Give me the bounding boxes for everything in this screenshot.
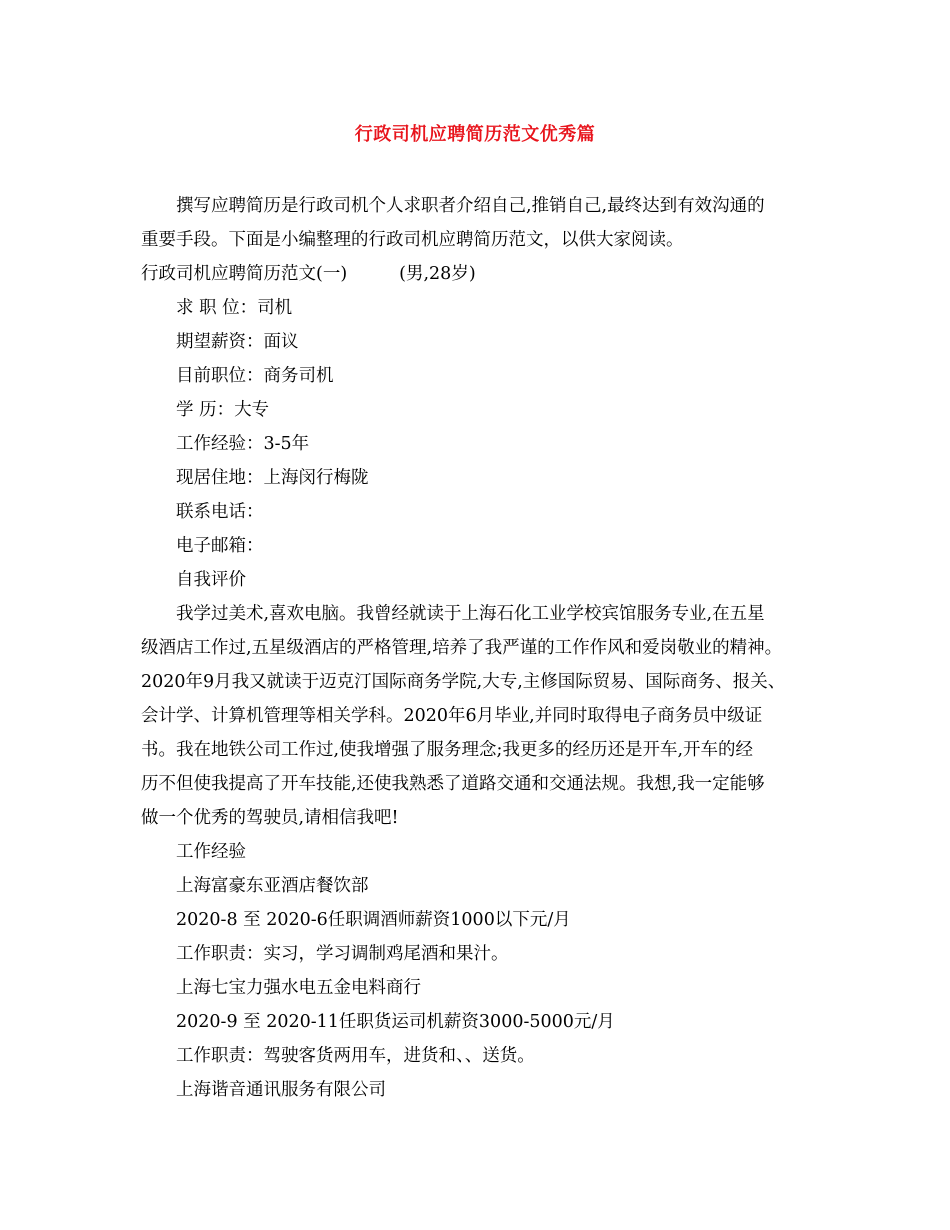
work-line: 2020-9 至 2020-11任职货运司机薪资3000-5000元/月 — [176, 1012, 615, 1032]
sample-heading-note: (男,28岁) — [399, 264, 476, 284]
self-eval-line: 会计学、计算机管理等相关学科。2020年6月毕业,并同时取得电子商务员中级证 — [141, 706, 763, 726]
work-line: 上海七宝力强水电五金电料商行 — [176, 978, 421, 998]
self-eval-line: 历不但使我提高了开车技能,还使我熟悉了道路交通和交通法规。我想,我一定能够 — [141, 774, 765, 794]
work-line: 上海富豪东亚酒店餐饮部 — [176, 876, 369, 896]
field-experience: 工作经验：3-5年 — [176, 434, 310, 454]
field-salary: 期望薪资：面议 — [176, 332, 299, 352]
field-email: 电子邮箱： — [176, 536, 264, 556]
intro-line: 撰写应聘简历是行政司机个人求职者介绍自己,推销自己,最终达到有效沟通的 — [176, 196, 765, 216]
page-title: 行政司机应聘简历范文优秀篇 — [354, 124, 596, 145]
self-eval-line: 做一个优秀的驾驶员,请相信我吧! — [141, 808, 399, 828]
work-line: 工作职责：驾驶客货两用车，进货和、、送货。 — [176, 1046, 535, 1066]
field-current-job: 目前职位：商务司机 — [176, 366, 334, 386]
work-line: 工作职责：实习，学习调制鸡尾酒和果汁。 — [176, 944, 509, 964]
work-line: 2020-8 至 2020-6任职调酒师薪资1000以下元/月 — [176, 910, 571, 930]
self-eval-line: 级酒店工作过,五星级酒店的严格管理,培养了我严谨的工作作风和爱岗敬业的精神。 — [141, 638, 783, 658]
self-eval-heading: 自我评价 — [176, 570, 246, 590]
field-residence: 现居住地：上海闵行梅陇 — [176, 468, 369, 488]
work-heading: 工作经验 — [176, 842, 246, 862]
self-eval-line: 书。我在地铁公司工作过,使我增强了服务理念;我更多的经历还是开车,开车的经 — [141, 740, 754, 760]
sample-heading — [141, 262, 476, 286]
field-education: 学 历：大专 — [176, 400, 270, 420]
field-phone: 联系电话： — [176, 502, 264, 522]
self-eval-line: 我学过美术,喜欢电脑。我曾经就读于上海石化工业学校宾馆服务专业,在五星 — [176, 604, 765, 624]
intro-line: 重要手段。下面是小编整理的行政司机应聘简历范文，以供大家阅读。 — [141, 230, 684, 250]
sample-heading-name: 行政司机应聘简历范文(一) — [141, 264, 348, 284]
self-eval-line: 2020年9月我又就读于迈克汀国际商务学院,大专,主修国际贸易、国际商务、报关、 — [141, 672, 786, 692]
work-line: 上海谐音通讯服务有限公司 — [176, 1080, 386, 1100]
field-position: 求 职 位：司机 — [176, 298, 293, 318]
